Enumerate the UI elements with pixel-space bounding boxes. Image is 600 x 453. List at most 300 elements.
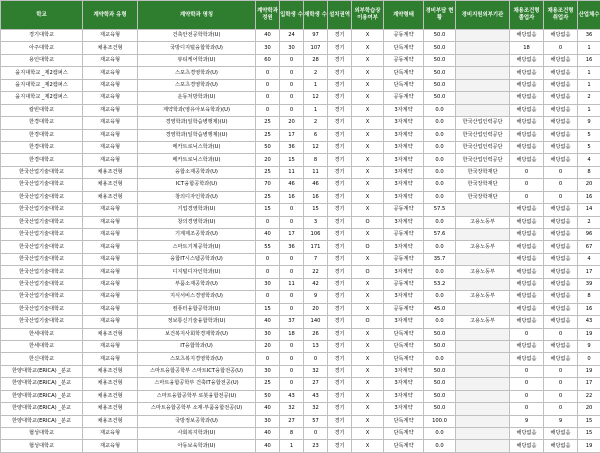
table-cell: 18 [280,328,304,340]
table-cell: 해당없음 [510,204,544,216]
column-header: 산업체수 [578,1,600,30]
table-cell: 0 [280,92,304,104]
table-cell [456,428,510,440]
table-cell: 경기 [328,253,352,265]
table-cell [456,229,510,241]
table-cell: 재교육형 [83,440,138,452]
table-cell: 20 [578,179,600,191]
table-cell: 20 [256,340,280,352]
table-cell: 재교육형 [83,428,138,440]
table-cell: 경영학과(일학습병행제)(U) [138,117,256,129]
table-cell: 12 [304,141,328,153]
table-cell: 8 [578,291,600,303]
table-row [1,316,600,328]
table-cell: 경기 [328,154,352,166]
table-cell: 해당없음 [544,79,578,91]
table-cell: 한신대학교 [1,353,83,365]
table-cell: 97 [304,30,328,42]
table-cell: 채용조건형 [83,166,138,178]
table-cell: 40 [256,403,280,415]
table-cell: 3자계약 [384,191,424,203]
table-cell: 50 [256,141,280,153]
table-cell: 6 [304,129,328,141]
table-cell: 고용노동부 [456,316,510,328]
table-cell: X [352,415,384,427]
table-cell: 0.0 [424,216,456,228]
table-cell: 한국장학재단 [456,191,510,203]
table-cell: 재교육형 [83,278,138,290]
table-cell: 57 [304,415,328,427]
table-cell: O [352,266,384,278]
table-cell: X [352,403,384,415]
table-cell [456,403,510,415]
table-cell: 24 [280,30,304,42]
table-cell: 공동계약 [384,278,424,290]
table-cell: 해당없음 [544,303,578,315]
table-cell: 11 [280,278,304,290]
table-row [1,30,600,42]
table-cell: 창의디자인학과(U) [138,191,256,203]
table-cell: 0.0 [424,353,456,365]
table-row [1,365,600,377]
table-cell: 3자계약 [384,216,424,228]
table-cell [456,415,510,427]
table-cell: 22 [578,390,600,402]
table-cell: 채용조건형 [83,390,138,402]
table-cell: 0 [544,328,578,340]
table-cell: X [352,428,384,440]
table-cell: 해당없음 [544,67,578,79]
header-row [1,1,600,30]
table-cell: 경기 [328,54,352,66]
table-cell: 해당없음 [544,241,578,253]
table-cell: 30 [256,42,280,54]
table-cell: 재교육형 [83,266,138,278]
table-cell: 해당없음 [510,316,544,328]
table-cell: 30 [280,42,304,54]
column-header: 입학생 수 [280,1,304,30]
table-cell: 1 [304,104,328,116]
table-cell: 해당없음 [544,291,578,303]
table-cell: 20 [280,117,304,129]
table-cell: 국방디지털융합학과(U) [138,42,256,54]
table-cell: 경기 [328,278,352,290]
table-row [1,216,600,228]
table-cell: 40 [256,428,280,440]
table-cell: 컴퓨터융합공학과(U) [138,303,256,315]
table-cell: 3자계약 [384,403,424,415]
table-cell: 경기 [328,117,352,129]
table-cell: 17 [578,266,600,278]
table-cell: 고용노동부 [456,291,510,303]
table-cell [456,365,510,377]
table-row [1,166,600,178]
table-cell: 한국산업기술대학교 [1,266,83,278]
column-header: 계약학과 정원 [256,1,280,30]
table-cell: 0 [544,166,578,178]
table-cell: 8 [578,166,600,178]
table-cell: 0 [256,92,280,104]
table-cell: 단독계약 [384,415,424,427]
table-cell: 채용조건형 [83,365,138,377]
table-cell: 해당없음 [544,428,578,440]
table-cell: 0.0 [424,141,456,153]
table-cell: X [352,129,384,141]
table-cell [456,253,510,265]
table-cell: 39 [578,278,600,290]
table-cell: 해당없음 [544,266,578,278]
table-cell: 한양대학교(ERICA) _분교 [1,378,83,390]
table-cell: 경기 [328,216,352,228]
table-row [1,191,600,203]
table-cell [456,54,510,66]
table-cell: 23 [304,440,328,452]
table-cell: 32 [280,403,304,415]
table-cell: 8 [280,428,304,440]
table-cell: 0 [280,204,304,216]
table-cell: 재교육형 [83,216,138,228]
table-cell: ICT융합공학과(U) [138,179,256,191]
table-cell: 해당없음 [510,92,544,104]
table-cell: 을지대학교 _제2캠퍼스 [1,67,83,79]
table-cell: 해당없음 [510,216,544,228]
table-cell: 창의경영학과(U) [138,216,256,228]
table-cell: X [352,353,384,365]
table-cell: 한경대학교 [1,141,83,153]
table-cell: 50 [256,390,280,402]
table-cell: 55 [256,241,280,253]
table-cell: 32 [304,403,328,415]
table-cell: 채용조건형 [83,328,138,340]
table-cell: 기업경영학과(U) [138,204,256,216]
table-cell: 한국장학재단 [456,179,510,191]
table-cell: 20 [256,154,280,166]
table-cell: 0 [510,403,544,415]
table-cell: 해당없음 [510,303,544,315]
table-row [1,415,600,427]
table-cell: 스마트융합공학부 로봇융합전공(U) [138,390,256,402]
table-cell [456,104,510,116]
table-cell: 해당없음 [544,353,578,365]
table-cell: X [352,54,384,66]
table-cell: X [352,378,384,390]
table-cell: 43 [578,316,600,328]
table-cell: X [352,92,384,104]
table-row [1,92,600,104]
table-cell: 0 [280,353,304,365]
table-cell: 공동계약 [384,253,424,265]
table-cell: 50.0 [424,390,456,402]
table-cell: 한경대학교 [1,154,83,166]
column-header: 계약학과 명칭 [138,1,256,30]
table-cell: 계약학과(영유아보육학과)(U) [138,104,256,116]
table-cell: 22 [304,266,328,278]
table-cell: 17 [578,378,600,390]
table-cell: 스마트융합공학부 건축IT융합전공(U) [138,378,256,390]
table-cell: 0 [280,253,304,265]
table-cell: 경기 [328,390,352,402]
table-cell: X [352,204,384,216]
table-cell: 25 [256,129,280,141]
table-cell: 0.0 [424,440,456,452]
table-row [1,390,600,402]
table-cell: 경기 [328,191,352,203]
table-cell: 재교육형 [83,340,138,352]
table-cell: 43 [280,390,304,402]
table-cell: 부품소재공학과(U) [138,278,256,290]
table-cell: 50.0 [424,378,456,390]
table-cell: 5 [578,141,600,153]
table-cell: 뷰티케어학과(U) [138,54,256,66]
table-cell: 해당없음 [510,154,544,166]
table-cell: 11 [280,166,304,178]
table-cell: 해당없음 [544,253,578,265]
table-cell: 을지대학교 _제2캠퍼스 [1,79,83,91]
table-cell: 한국산업기술대학교 [1,253,83,265]
table-row [1,79,600,91]
table-cell: 0 [544,42,578,54]
table-cell: 경기 [328,241,352,253]
table-cell: 0.0 [424,129,456,141]
table-cell: 16 [578,303,600,315]
table-cell: IT융합학과(U) [138,340,256,352]
table-cell: 메카트로닉스학과(U) [138,141,256,153]
table-cell: 0 [544,390,578,402]
table-cell: 3자계약 [384,166,424,178]
table-cell: 5 [578,129,600,141]
table-cell: 0 [256,253,280,265]
table-cell: 46 [304,179,328,191]
table-cell: 50.0 [424,67,456,79]
table-cell: 2 [304,117,328,129]
table-cell: 30 [256,365,280,377]
table-cell: 해당없음 [544,229,578,241]
table-body [1,30,600,453]
table-cell: 36 [578,30,600,42]
table-cell: 19 [578,328,600,340]
table-cell: X [352,79,384,91]
table-cell: 단독계약 [384,67,424,79]
table-cell: 공동계약 [384,303,424,315]
table-cell: X [352,117,384,129]
table-cell: X [352,229,384,241]
table-cell: 경기 [328,340,352,352]
table-cell: X [352,179,384,191]
table-cell: 한국산업인력공단 [456,154,510,166]
column-header: 채용조건형 취업자 [544,1,578,30]
table-cell: 해당없음 [544,92,578,104]
table-cell: 칼빈대학교 [1,104,83,116]
table-cell: 경기 [328,67,352,79]
table-cell: 140 [304,316,328,328]
table-cell: 한국산업기술대학교 [1,229,83,241]
table-cell: 해당없음 [510,340,544,352]
table-cell: 스마트기계공학과(U) [138,241,256,253]
table-cell: 채용조건형 [83,191,138,203]
table-cell: 1 [578,79,600,91]
table-cell: 14 [578,204,600,216]
table-cell: 경기 [328,328,352,340]
table-cell: 경기 [328,141,352,153]
table-cell: 0 [544,179,578,191]
table-cell: 공동계약 [384,229,424,241]
table-cell: 0.0 [424,166,456,178]
table-cell: 171 [304,241,328,253]
table-cell: 경기 [328,316,352,328]
table-cell: 3자계약 [384,378,424,390]
table-cell: 67 [578,241,600,253]
table-cell: 0 [510,378,544,390]
table-cell: 아동보육학과(U) [138,440,256,452]
table-cell: 해당없음 [510,241,544,253]
column-header: 채용조건형 졸업자 [510,1,544,30]
table-cell: 경기 [328,104,352,116]
table-cell: 1 [304,79,328,91]
table-cell [456,42,510,54]
table-cell: 공동계약 [384,204,424,216]
table-cell: 재교육형 [83,291,138,303]
table-cell: 0 [304,353,328,365]
table-cell: 0 [256,104,280,116]
table-cell: 한국산업인력공단 [456,129,510,141]
table-cell: 스포츠경영학과(U) [138,67,256,79]
table-cell: 3자계약 [384,104,424,116]
table-cell: 13 [304,340,328,352]
table-cell: 경기 [328,353,352,365]
table-cell: 경기 [328,129,352,141]
table-cell: 채용조건형 [83,403,138,415]
table-cell: 채용조건형 [83,42,138,54]
table-cell: 0 [280,365,304,377]
table-cell: 0 [256,79,280,91]
table-cell: 0 [280,216,304,228]
table-cell: X [352,104,384,116]
table-cell: 경기 [328,79,352,91]
table-cell: 3자계약 [384,390,424,402]
table-cell: 재교육형 [83,79,138,91]
table-cell: 16 [578,54,600,66]
table-cell: 재교육형 [83,141,138,153]
table-cell: 50.0 [424,365,456,377]
table-cell [456,278,510,290]
table-cell: X [352,141,384,153]
table-cell: 해당없음 [510,79,544,91]
table-cell: 경기대학교 [1,30,83,42]
column-header: 계약학과 유형 [83,1,138,30]
table-cell: 50.0 [424,42,456,54]
table-cell: X [352,253,384,265]
table-cell: 고용노동부 [456,216,510,228]
table-cell: 한국산업기술대학교 [1,303,83,315]
table-cell [456,67,510,79]
table-cell [456,378,510,390]
table-cell: 32 [304,365,328,377]
table-cell: X [352,440,384,452]
table-cell: 25 [256,191,280,203]
table-cell: 0.0 [424,191,456,203]
table-cell: X [352,390,384,402]
table-cell: 해당없음 [544,316,578,328]
table-cell: 4 [578,154,600,166]
table-cell: 15 [256,204,280,216]
table-cell: 한국산업인력공단 [456,141,510,153]
table-cell [456,79,510,91]
table-cell: 57.6 [424,229,456,241]
table-cell: 스포츠경영학과(U) [138,79,256,91]
table-cell: 50.0 [424,328,456,340]
table-cell: 한양대학교(ERICA) _분교 [1,415,83,427]
table-cell: 해당없음 [510,253,544,265]
table-cell: 한양대학교(ERICA) _분교 [1,365,83,377]
table-cell: 경기 [328,378,352,390]
table-cell: 0.0 [424,117,456,129]
column-header: 학교 [1,1,83,30]
table-cell: 국방정보공학과(U) [138,415,256,427]
table-cell: 1 [578,104,600,116]
table-cell: 해당없음 [544,278,578,290]
table-row [1,104,600,116]
table-cell: 40 [256,316,280,328]
table-cell: 한국산업기술대학교 [1,179,83,191]
table-cell: 단독계약 [384,340,424,352]
table-cell: 57.5 [424,204,456,216]
table-cell: 한국산업기술대학교 [1,291,83,303]
table-cell: 협성대학교 [1,440,83,452]
table-cell: 0 [256,353,280,365]
table-cell: 45.0 [424,303,456,315]
table-cell: 43 [304,390,328,402]
table-cell: 해당없음 [544,30,578,42]
table-cell: 4 [578,253,600,265]
table-cell: 해당없음 [510,291,544,303]
table-cell: 15 [578,415,600,427]
table-cell: 0 [280,104,304,116]
table-cell: 9 [304,291,328,303]
table-cell: 경기 [328,415,352,427]
table-cell: 0.0 [424,266,456,278]
table-cell: 0 [510,365,544,377]
table-cell: 50.0 [424,79,456,91]
table-cell: 0 [510,179,544,191]
table-cell: 0 [256,67,280,79]
table-cell: X [352,67,384,79]
table-cell: 50.0 [424,403,456,415]
table-cell: 3자계약 [384,266,424,278]
table-row [1,278,600,290]
table-cell: 해당없음 [544,204,578,216]
table-row [1,204,600,216]
table-cell: 60 [256,54,280,66]
table-cell: 해당없음 [544,117,578,129]
table-cell: 30 [256,328,280,340]
table-cell: 96 [578,229,600,241]
table-cell: 사회복지학과(U) [138,428,256,440]
table-cell: 3자계약 [384,291,424,303]
table-cell: 0.0 [424,428,456,440]
table-cell: 재교육형 [83,129,138,141]
table-cell: 해당없음 [510,141,544,153]
table-cell: 3자계약 [384,365,424,377]
table-cell: 해당없음 [510,440,544,452]
table-cell: 50.0 [424,54,456,66]
table-cell: 해당없음 [544,129,578,141]
table-cell: 0 [280,340,304,352]
table-row [1,253,600,265]
table-cell: 25 [256,378,280,390]
table-cell: 재교육형 [83,54,138,66]
table-cell: 보건복지사회학경제학과(U) [138,328,256,340]
table-cell: 융합소재공학과(U) [138,166,256,178]
